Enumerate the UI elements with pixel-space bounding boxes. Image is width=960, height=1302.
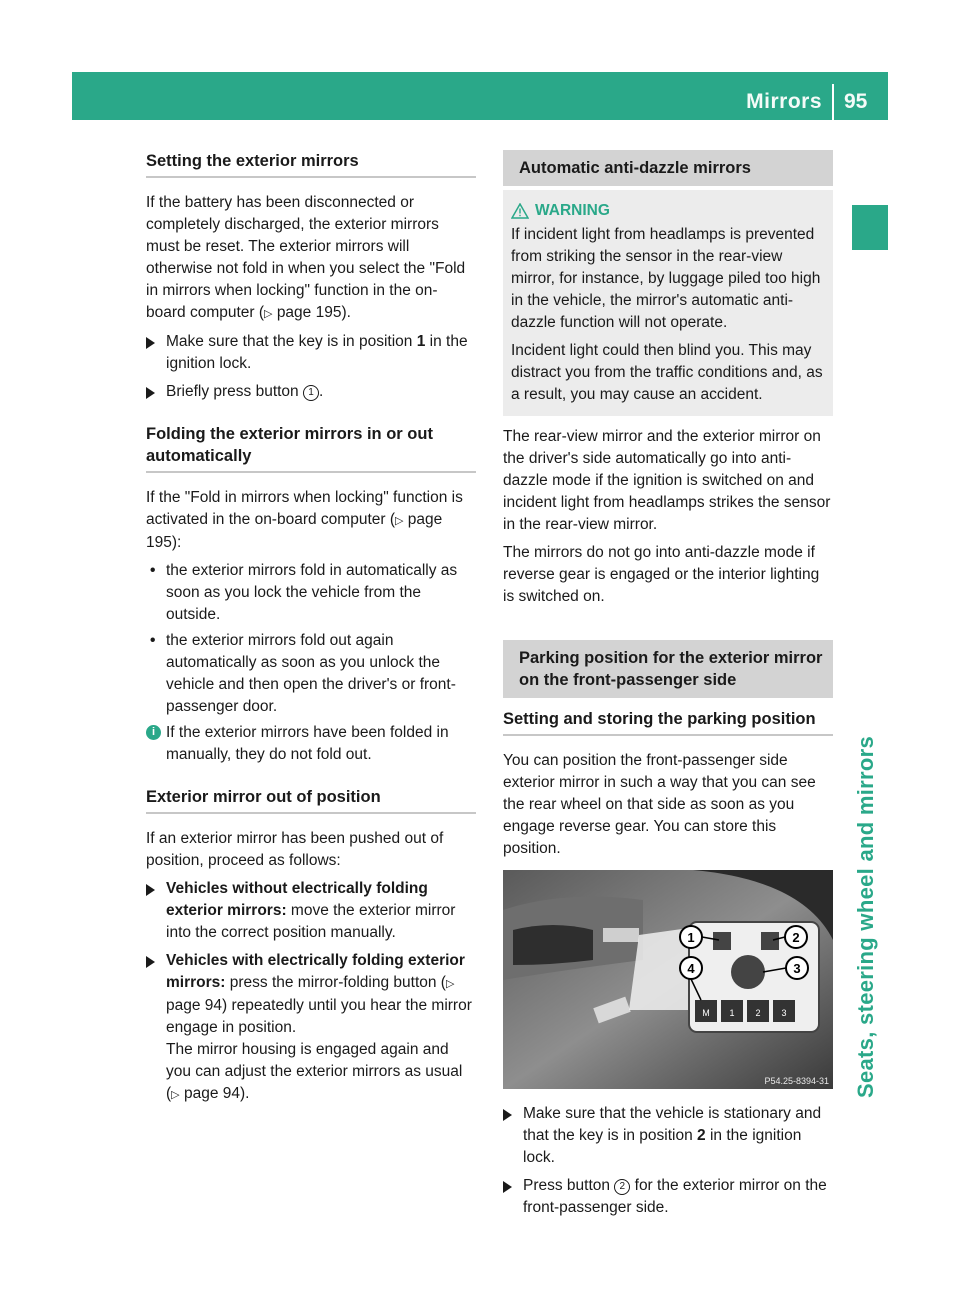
text: Vehicles without electrically folding exterior mirrors: (166, 880, 428, 919)
info-icon: i (146, 725, 161, 740)
heading-anti-dazzle: Automatic anti-dazzle mirrors (503, 150, 833, 186)
text: ). (341, 304, 351, 321)
text: Vehicles with electrically folding exterior mirrors: (166, 952, 465, 991)
button-ref-icon: 1 (303, 385, 319, 401)
text: for the exterior mirror on the front-passenger side. (523, 1177, 827, 1216)
text: Press button (523, 1177, 615, 1194)
page-ref-icon: ▷ (264, 308, 273, 320)
warning-text: Incident light could then blind you. This may distract you from the traffic conditions and, as a result, you may cause an accident. (511, 342, 823, 403)
step-arrow-icon (146, 956, 155, 968)
text: The mirror housing is engaged again and you can adjust the exterior mirrors as usual ( (166, 1041, 463, 1102)
warning-label: WARNING (535, 202, 610, 219)
step-arrow-icon (146, 884, 155, 896)
page-number: 95 (844, 90, 868, 113)
text: ). (239, 1085, 250, 1102)
step-arrow-icon (503, 1181, 512, 1193)
step-arrow-icon (146, 387, 155, 399)
step-item (146, 381, 476, 403)
step-item (146, 878, 476, 944)
step-item (503, 1175, 833, 1219)
memory-button-label: 2 (755, 1008, 761, 1018)
heading-setting-mirrors: Setting the exterior mirrors (146, 150, 476, 178)
page-ref-icon: ▷ (395, 515, 404, 527)
header-divider (832, 84, 834, 120)
text: the exterior mirrors fold out again automatically as soon as you unlock the vehicle and then open the driver's or front-passenger door. (166, 632, 456, 715)
chapter-tab (852, 205, 888, 250)
door-controls-image (503, 870, 833, 1089)
text: press the mirror-folding button ( (225, 974, 446, 991)
warning-box (503, 190, 833, 416)
door-controls-figure (503, 870, 833, 1089)
paragraph-out-of-position: If an exterior mirror has been pushed out of position, proceed as follows: (146, 830, 444, 869)
subheading-store-parking: Setting and storing the parking position (503, 708, 833, 736)
step-arrow-icon (146, 337, 155, 349)
list-item (146, 630, 476, 718)
text: Make sure that the vehicle is stationary and that the key is in position (523, 1105, 822, 1144)
text: ): (171, 534, 182, 551)
text: If the battery has been disconnected or completely discharged, the exterior mirrors must be reset. The exterior mirrors will otherwise not fold in when you select the "Fold in mirrors when locking" function in the on-board computer ( (146, 194, 466, 321)
page-ref-link[interactable]: page 94 (183, 1085, 240, 1102)
step-item (503, 1103, 833, 1169)
callout-3: 3 (793, 961, 801, 976)
warning-text: If incident light from headlamps is prevented from striking the sensor in the rear-view mirror, for instance, by luggage piled too high in the vehicle, the mirror's automatic anti-dazzle function will not operate. (511, 226, 821, 331)
memory-button-label: 1 (729, 1008, 735, 1018)
memory-button-label: 3 (781, 1008, 787, 1018)
page-ref-link[interactable]: page 195 (276, 304, 342, 321)
text: If the "Fold in mirrors when locking" function is activated in the on-board computer ( (146, 489, 463, 528)
text: move the exterior mirror into the correct position manually. (166, 902, 456, 941)
info-note (146, 722, 476, 766)
heading-parking-position: Parking position for the exterior mirror on the front-passenger side (503, 640, 833, 698)
callout-2: 2 (792, 930, 800, 945)
step-item (146, 331, 476, 375)
text: Briefly press button (166, 383, 303, 400)
text: the exterior mirrors fold in automatically as soon as you lock the vehicle from the outside. (166, 562, 458, 623)
callout-4: 4 (687, 961, 695, 976)
page-ref-link[interactable]: page 94 (166, 997, 223, 1014)
paragraph-anti-dazzle-exception: The mirrors do not go into anti-dazzle mode if reverse gear is engaged or the interior lighting is switched on. (503, 544, 820, 605)
paragraph-anti-dazzle: The rear-view mirror and the exterior mirror on the driver's side automatically go into anti-dazzle mode if the ignition is switched on and incident light from headlamps strikes the sensor in the rear-view mirror. (503, 428, 831, 533)
heading-out-of-position: Exterior mirror out of position (146, 786, 476, 814)
bullet-icon: • (150, 562, 156, 579)
heading-folding-mirrors: Folding the exterior mirrors in or out automatically (146, 423, 476, 473)
key-position: 1 (416, 333, 426, 350)
text: . (318, 383, 324, 400)
figure-code: P54.25-8394-31 (764, 1076, 829, 1086)
key-position: 2 (697, 1127, 706, 1144)
memory-button-label: M (702, 1008, 710, 1018)
paragraph-fold (146, 487, 476, 554)
page-ref-icon: ▷ (171, 1089, 180, 1101)
step-arrow-icon (503, 1109, 512, 1121)
paragraph-parking: You can position the front-passenger side exterior mirror in such a way that you can see the rear wheel on that side as soon as you engage reverse gear. You can store this position. (503, 752, 816, 857)
callout-1: 1 (687, 930, 695, 945)
button-ref-icon: 2 (614, 1179, 630, 1195)
warning-header (511, 200, 825, 222)
bullet-icon: • (150, 632, 156, 649)
text: If the exterior mirrors have been folded in manually, they do not fold out. (166, 724, 449, 763)
text: ) repeatedly until you hear the mirror engage in position. (166, 997, 472, 1036)
text: in the ignition lock. (166, 333, 468, 372)
left-column (146, 150, 476, 1112)
warning-triangle-icon (511, 203, 529, 219)
step-item (146, 950, 476, 1106)
list-item (146, 560, 476, 626)
section-title: Mirrors (746, 90, 822, 113)
text: in the ignition lock. (523, 1127, 802, 1166)
page-ref-link[interactable]: page 195 (146, 511, 443, 551)
page-ref-icon: ▷ (445, 978, 455, 990)
paragraph-reset (146, 192, 476, 325)
right-column (503, 150, 833, 1225)
text: Make sure that the key is in position (166, 333, 417, 350)
chapter-label-text: Seats, steering wheel and mirrors (853, 735, 878, 1098)
